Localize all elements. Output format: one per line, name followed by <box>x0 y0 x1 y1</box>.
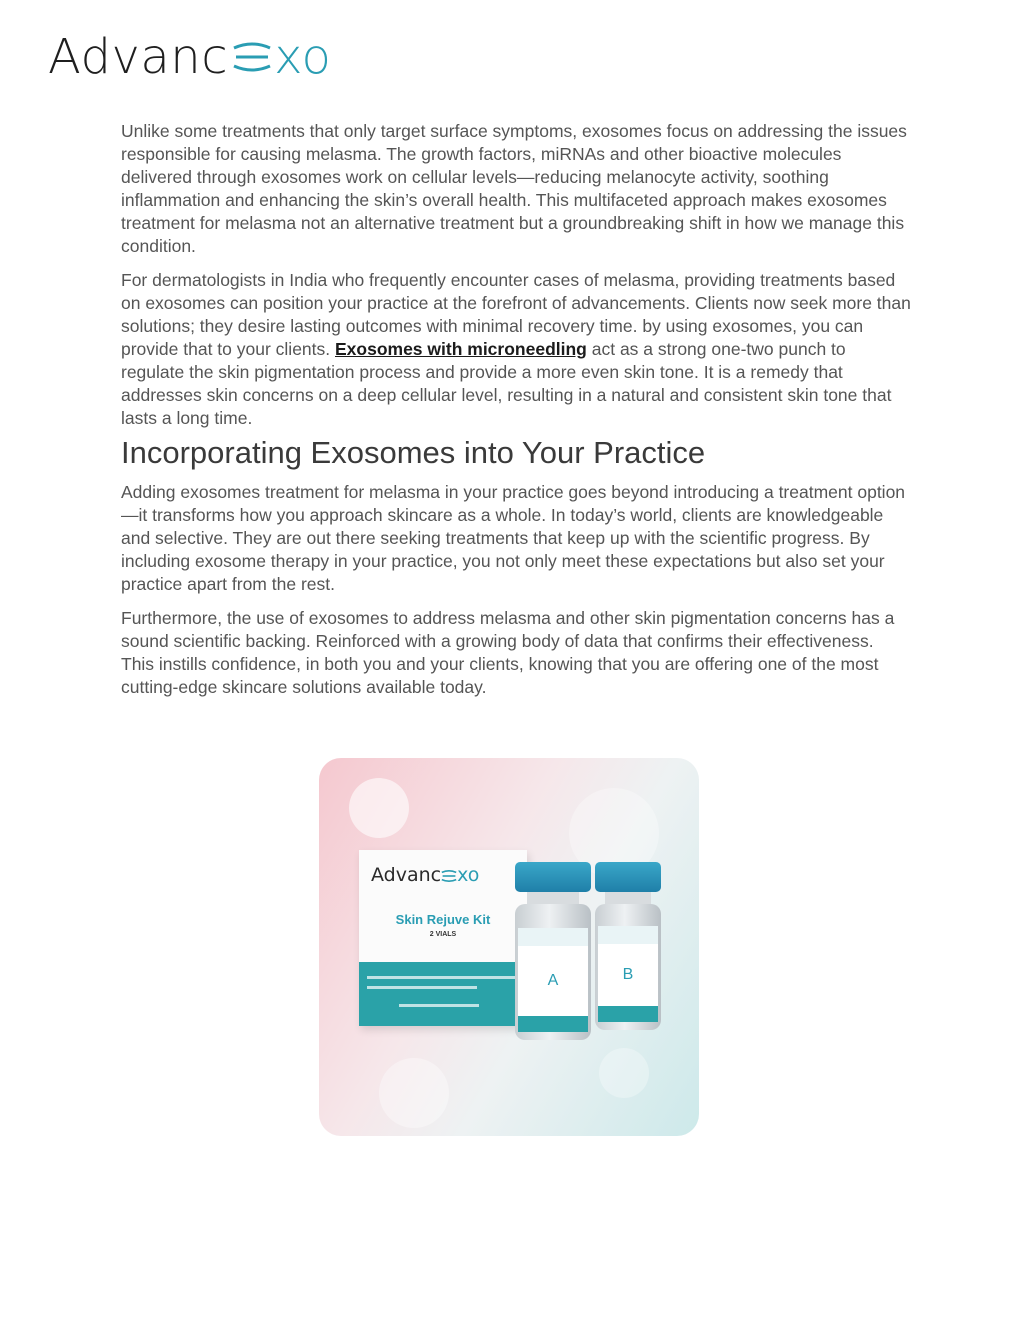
exo-double-helix-icon <box>441 869 457 883</box>
vial-a <box>515 862 591 1040</box>
box-brand-part1: Advanc <box>371 864 442 886</box>
brand-name-part1: Advanc <box>48 29 229 85</box>
vial-b <box>595 862 661 1030</box>
box-color-band <box>359 962 527 1026</box>
paragraph-4: Furthermore, the use of exosomes to address melasma and other skin pigmentation concerns has a sound scientific backing. Reinforced with a growing body of data that confirms their effectiveness. This instills confidence, in both you and your clients, knowing that you are offering one of the most cutting-edge skincare solutions available today. <box>121 608 895 697</box>
paragraph-1: Unlike some treatments that only target surface symptoms, exosomes focus on addressing the issues responsible for causing melasma. The growth factors, miRNAs and other bioactive molecules delivered through exosomes work on cellular levels—reducing melanocyte activity, soothing inflammation and enhancing the skin’s overall health. This multifaceted approach makes exosomes treatment for melasma not an alternative treatment but a groundbreaking shift in how we manage this condition. <box>121 121 907 256</box>
paragraph-2-text-after-link: act as a strong one-two punch to regulate the skin pigmentation process and provide a more even skin tone. It is a remedy that addresses skin concerns on a deep cellular level, resulting in a natural and consistent skin tone that lasts a long time. <box>121 339 892 428</box>
microneedling-link[interactable]: Exosomes with microneedling <box>335 339 587 359</box>
vial-b-cap <box>595 862 661 892</box>
product-box <box>359 850 527 1026</box>
paragraph-3: Adding exosomes treatment for melasma in your practice goes beyond introducing a treatment option—it transforms how you approach skincare as a whole. In today’s world, clients are knowledgeable and selective. They are out there seeking treatments that keep up with the scientific progress. By including exosome therapy in your practice, you not only meet these expectations but also set your practice apart from the rest. <box>121 482 906 594</box>
article-body <box>121 120 911 710</box>
box-subtitle: 2 VIALS <box>429 931 457 938</box>
box-brand-part2: xo <box>457 864 480 886</box>
product-image <box>319 758 699 1136</box>
exo-double-helix-icon <box>232 42 272 72</box>
paragraph-2-text-before-link: For dermatologists in India who frequently encounter cases of melasma, providing treatments based on exosomes can position your practice at the forefront of advancements. Clients now seek more than solutions; they desire lasting outcomes with minimal recovery time. by using exosomes, you can provide that to your clients. <box>121 270 911 359</box>
brand-name-part2: xo <box>274 29 332 85</box>
vial-a-letter: A <box>547 972 559 989</box>
vial-b-letter: B <box>622 966 634 983</box>
vial-a-cap <box>515 862 591 892</box>
brand-logo <box>48 29 332 85</box>
box-brand-logo <box>371 864 479 886</box>
section-heading: Incorporating Exosomes into Your Practice <box>121 435 706 470</box>
box-title: Skin Rejuve Kit <box>395 912 491 927</box>
paragraph-2 <box>121 269 911 430</box>
